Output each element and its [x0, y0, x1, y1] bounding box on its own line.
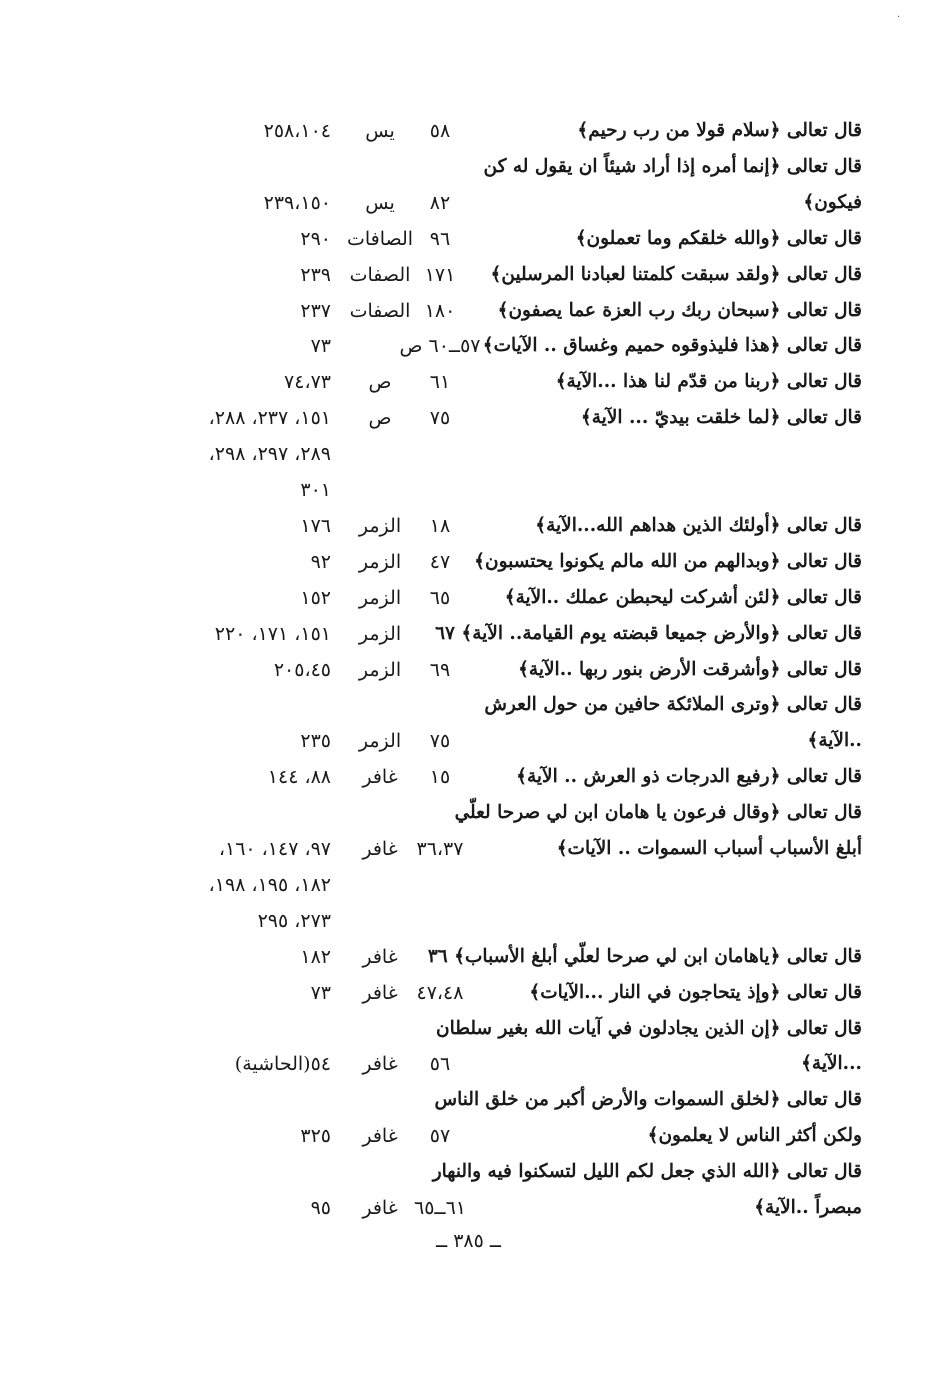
- page-references: ٣٢٥: [300, 1125, 331, 1148]
- surah-name: ص: [368, 407, 392, 430]
- verse-text: قال تعالى ﴿وأشرقت الأرض بنور ربها ..الآية﴾: [518, 658, 862, 680]
- index-row: [0, 508, 937, 544]
- surah-name: الزمر: [358, 550, 402, 573]
- page-references: ٥٤(الحاشية): [234, 1053, 331, 1076]
- verse-text: قال تعالى ﴿والأرض جميعا قبضته يوم القيامة.. الآية﴾ ٦٧: [435, 622, 862, 644]
- index-row: [0, 113, 937, 149]
- page-references: ٨٨، ١٤٤: [267, 766, 331, 789]
- index-row: [0, 1011, 937, 1047]
- page-references: ١٥١، ٢٣٧، ٢٨٨،: [208, 407, 331, 430]
- ayah-number: ٥٧ــ٦٠ ص: [399, 335, 481, 358]
- verse-text: أبلغ الأسباب أسباب السموات .. الآيات﴾: [556, 838, 862, 859]
- verse-text: قال تعالى ﴿لئن أشركت ليحبطن عملك ..الآية﴾: [504, 586, 862, 608]
- verse-text: قال تعالى ﴿رفيع الدرجات ذو العرش .. الآية﴾: [516, 766, 862, 788]
- ayah-number: ٩٦: [429, 227, 451, 250]
- corner-mark: ·: [897, 12, 901, 23]
- surah-name: يس: [365, 191, 395, 214]
- page-number: ــ ٣٨٥ ــ: [436, 1230, 501, 1252]
- page-references: ٢٠٥،٤٥: [273, 658, 331, 681]
- ayah-number: ٧٥: [429, 407, 451, 430]
- surah-name: الصفات: [349, 299, 411, 322]
- verse-text: قال تعالى ﴿ولقد سبقت كلمتنا لعبادنا المرسلين﴾: [490, 263, 862, 285]
- page-references: ١٨٢: [300, 945, 331, 968]
- verse-text: قال تعالى ﴿إن الذين يجادلون في آيات الله بغير سلطان: [436, 1017, 862, 1039]
- page-references: ٩٥: [310, 1197, 331, 1219]
- page-references: ١٧٦: [300, 514, 331, 537]
- surah-name: غافر: [362, 1197, 398, 1219]
- verse-text: قال تعالى ﴿وإذ يتحاجون في النار ...الآيات﴾: [529, 981, 862, 1003]
- verse-text: قال تعالى ﴿إنما أمره إذا أراد شيئاً ان يقول له كن: [483, 155, 862, 177]
- index-row: [0, 1154, 937, 1190]
- verse-text: ...الآية﴾: [801, 1053, 862, 1075]
- page-references: ٧٤،٧٣: [284, 371, 331, 394]
- page-references: ٢٣٩،١٥٠: [263, 191, 331, 214]
- surah-name: غافر: [362, 838, 398, 860]
- index-row: [0, 257, 937, 293]
- ayah-number: ٦٥: [429, 586, 451, 609]
- surah-name: الصفات: [349, 263, 411, 286]
- ayah-number: ١٧١: [424, 263, 456, 286]
- ayah-number: ٥٧: [429, 1125, 451, 1148]
- verse-text: قال تعالى ﴿وقال فرعون يا هامان ابن لي صرحا لعلّي: [454, 802, 862, 824]
- ayah-number: ٨٢: [429, 191, 451, 214]
- ayah-number: ١٥: [429, 766, 451, 789]
- surah-name: ص: [368, 371, 392, 394]
- page-references: ٢٣٩: [300, 263, 331, 286]
- ayah-number: ٦١ــ٦٥: [414, 1197, 466, 1219]
- verse-text: مبصراً ..الآية﴾: [754, 1197, 862, 1218]
- page-references: ١٥١، ١٧١، ٢٢٠: [214, 622, 331, 645]
- page-references: ٢٣٧: [300, 299, 331, 322]
- surah-name: غافر: [362, 1125, 398, 1148]
- index-row: [0, 939, 937, 975]
- page-references: ٢٨٩، ٢٩٧، ٢٩٨،: [208, 443, 331, 466]
- page-references: ١٥٢: [300, 586, 331, 609]
- index-row: [0, 221, 937, 257]
- index-row: [0, 831, 937, 867]
- index-row: [0, 795, 937, 831]
- surah-name: الزمر: [358, 514, 402, 537]
- verse-text: ..الآية﴾: [807, 730, 862, 752]
- surah-name: غافر: [362, 981, 398, 1004]
- index-row: [0, 867, 937, 903]
- index-row: [0, 687, 937, 723]
- index-row: [0, 1118, 937, 1154]
- verse-text: قال تعالى ﴿سلام قولا من رب رحيم﴾: [577, 120, 862, 141]
- verse-text: قال تعالى ﴿سبحان ربك رب العزة عما يصفون﴾: [497, 299, 862, 321]
- verse-text: قال تعالى ﴿هذا فليذوقوه حميم وغساق .. الآيات﴾: [482, 335, 862, 357]
- ayah-number: ٣٦،٣٧: [416, 838, 464, 860]
- ayah-number: ٤٧،٤٨: [416, 981, 464, 1004]
- verse-text: قال تعالى ﴿والله خلقكم وما تعملون﴾: [575, 227, 862, 249]
- index-row: [0, 400, 937, 436]
- index-row: [0, 616, 937, 652]
- page-references: ٢٧٣، ٢٩٥: [257, 909, 331, 932]
- ayah-number: ١٨٠: [424, 299, 456, 322]
- page-references: ٩٢: [310, 550, 331, 573]
- page-references: ٣٠١: [300, 479, 331, 501]
- page-references: ٢٣٥: [300, 730, 331, 753]
- index-row: [0, 149, 937, 185]
- verse-text: فيكون﴾: [803, 191, 862, 213]
- index-row: [0, 472, 937, 508]
- ayah-number: ٦٩: [429, 658, 451, 681]
- verse-text: قال تعالى ﴿وبدالهم من الله مالم يكونوا يحتسبون﴾: [474, 550, 862, 572]
- surah-name: الصافات: [346, 227, 414, 250]
- surah-name: غافر: [362, 945, 398, 968]
- index-row: [0, 759, 937, 795]
- surah-name: غافر: [362, 766, 398, 789]
- index-row: [0, 723, 937, 759]
- ayah-number: ٧٥: [429, 730, 451, 753]
- index-row: [0, 580, 937, 616]
- verse-text: قال تعالى ﴿أولئك الذين هداهم الله...الآية﴾: [535, 514, 862, 536]
- surah-name: غافر: [362, 1053, 398, 1076]
- index-row: [0, 975, 937, 1011]
- page-references: ٩٧، ١٤٧، ١٦٠،: [218, 838, 331, 860]
- ayah-number: ٥٨: [429, 120, 451, 142]
- surah-name: الزمر: [358, 622, 402, 645]
- page-references: ٢٩٠: [300, 227, 331, 250]
- verse-text: قال تعالى ﴿لخلق السموات والأرض أكبر من خلق الناس: [434, 1089, 862, 1111]
- index-row: [0, 436, 937, 472]
- verse-text: ولكن أكثر الناس لا يعلمون﴾: [647, 1125, 862, 1147]
- verse-text: قال تعالى ﴿وترى الملائكة حافين من حول العرش: [484, 694, 862, 716]
- index-row: [0, 1190, 937, 1226]
- index-row: [0, 1082, 937, 1118]
- page-references: ٢٥٨،١٠٤: [263, 120, 331, 142]
- verse-text: قال تعالى ﴿ربنا من قدّم لنا هذا ...الآية﴾: [555, 371, 862, 393]
- index-row: [0, 544, 937, 580]
- index-row: [0, 328, 937, 364]
- index-row: [0, 185, 937, 221]
- index-row: [0, 903, 937, 939]
- verse-text: قال تعالى ﴿ياهامان ابن لي صرحا لعلّي أبلغ الأسباب﴾ ٣٦: [427, 945, 862, 967]
- surah-name: يس: [365, 120, 395, 142]
- index-row: [0, 652, 937, 688]
- page-references: ٧٣: [310, 981, 331, 1004]
- page-references: ٧٣: [310, 335, 331, 358]
- ayah-number: ٥٦: [429, 1053, 451, 1076]
- index-row: [0, 293, 937, 329]
- surah-name: الزمر: [358, 658, 402, 681]
- verse-text: قال تعالى ﴿لما خلقت بيديّ ... الآية﴾: [580, 407, 862, 429]
- verse-text: قال تعالى ﴿الله الذي جعل لكم الليل لتسكنوا فيه والنهار: [432, 1161, 862, 1183]
- page-references: ١٨٢، ١٩٥، ١٩٨،: [208, 873, 331, 896]
- index-row: [0, 364, 937, 400]
- index-row: [0, 1046, 937, 1082]
- ayah-number: ٦١: [429, 371, 451, 394]
- ayah-number: ١٨: [429, 514, 451, 537]
- surah-name: الزمر: [358, 730, 402, 753]
- ayah-number: ٤٧: [429, 550, 451, 573]
- surah-name: الزمر: [358, 586, 402, 609]
